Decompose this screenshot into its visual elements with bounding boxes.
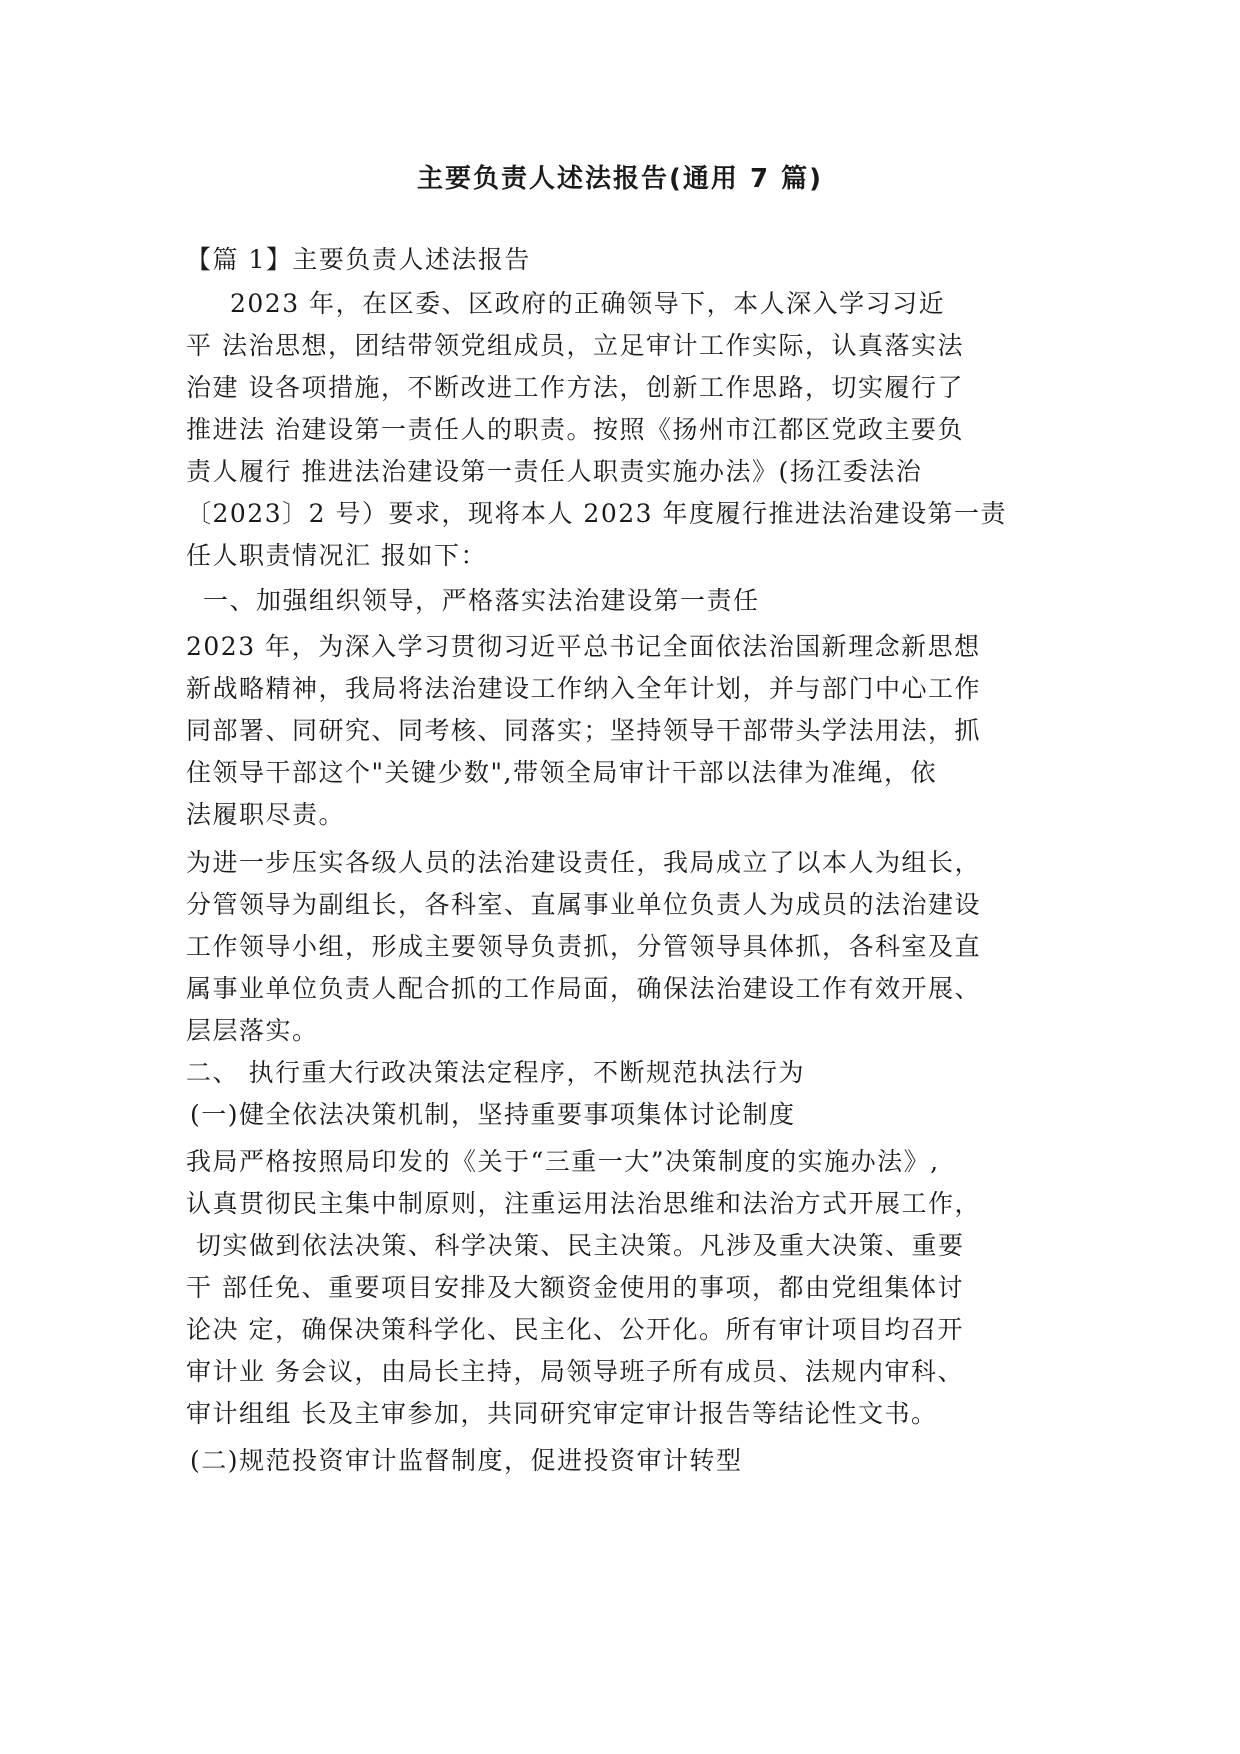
- paragraph-line: 推进法 治建设第一责任人的职责。按照《扬州市江都区党政主要负: [186, 415, 964, 444]
- paragraph-line: 任人职责情况汇 报如下：: [186, 541, 487, 570]
- paragraph-line: 认真贯彻民主集中制原则，注重运用法治思维和法治方式开展工作，: [186, 1189, 982, 1218]
- paragraph-line: 审计业 务会议，由局长主持，局领导班子所有成员、法规内审科、: [186, 1357, 964, 1386]
- paragraph-line: 2023 年，在区委、区政府的正确领导下，本人深入学习习近: [230, 289, 946, 318]
- paragraph-line: 治建 设各项措施，不断改进工作方法，创新工作思路，切实履行了: [186, 373, 964, 402]
- paragraph-line: 论决 定，确保决策科学化、民主化、公开化。所有审计项目均召开: [186, 1315, 964, 1344]
- paragraph-line: 住领导干部这个"关键少数",带领全局审计干部以法律为准绳，依: [186, 758, 937, 787]
- paragraph-line: 〔2023〕2 号）要求，现将本人 2023 年度履行推进法治建设第一责: [186, 499, 1007, 528]
- subsection-heading: (二)规范投资审计监督制度，促进投资审计转型: [190, 1446, 743, 1475]
- paragraph-line: 切实做到依法决策、科学决策、民主决策。凡涉及重大决策、重要: [196, 1231, 965, 1260]
- paragraph-line: 新战略精神，我局将法治建设工作纳入全年计划，并与部门中心工作: [186, 674, 982, 703]
- paragraph-line: 平 法治思想，团结带领党组成员，立足审计工作实际，认真落实法: [186, 331, 964, 360]
- paragraph-line: 为进一步压实各级人员的法治建设责任，我局成立了以本人为组长，: [186, 848, 982, 877]
- paragraph-line: 工作领导小组，形成主要领导负责抓，分管领导具体抓，各科室及直: [186, 932, 982, 961]
- paragraph-line: 法履职尽责。: [186, 800, 346, 829]
- paragraph-line: 我局严格按照局印发的《关于“三重一大”决策制度的实施办法》,: [186, 1147, 940, 1176]
- paragraph-line: 同部署、同研究、同考核、同落实；坚持领导干部带头学法用法，抓: [186, 716, 982, 745]
- paragraph-line: 属事业单位负责人配合抓的工作局面，确保法治建设工作有效开展、: [186, 974, 982, 1003]
- subsection-heading: (一)健全依法决策机制，坚持重要事项集体讨论制度: [190, 1100, 796, 1129]
- paragraph-line: 干 部任免、重要项目安排及大额资金使用的事项，都由党组集体讨: [186, 1273, 964, 1302]
- document-title: 主要负责人述法报告(通用 7 篇): [417, 164, 823, 194]
- paragraph-line: 审计组组 长及主审参加，共同研究审定审计报告等结论性文书。: [186, 1399, 938, 1428]
- paragraph-line: 层层落实。: [186, 1016, 319, 1045]
- paragraph-line: 分管领导为副组长，各科室、直属事业单位负责人为成员的法治建设: [186, 890, 982, 919]
- paragraph-line: 2023 年，为深入学习贯彻习近平总书记全面依法治国新理念新思想: [186, 632, 981, 661]
- section-heading: 二、 执行重大行政决策法定程序，不断规范执法行为: [186, 1058, 805, 1087]
- paragraph-line: 责人履行 推进法治建设第一责任人职责实施办法》(扬江委法治: [186, 457, 923, 486]
- section-heading-1: 【篇 1】主要负责人述法报告: [186, 245, 531, 274]
- section-heading: 一、加强组织领导，严格落实法治建设第一责任: [203, 586, 760, 615]
